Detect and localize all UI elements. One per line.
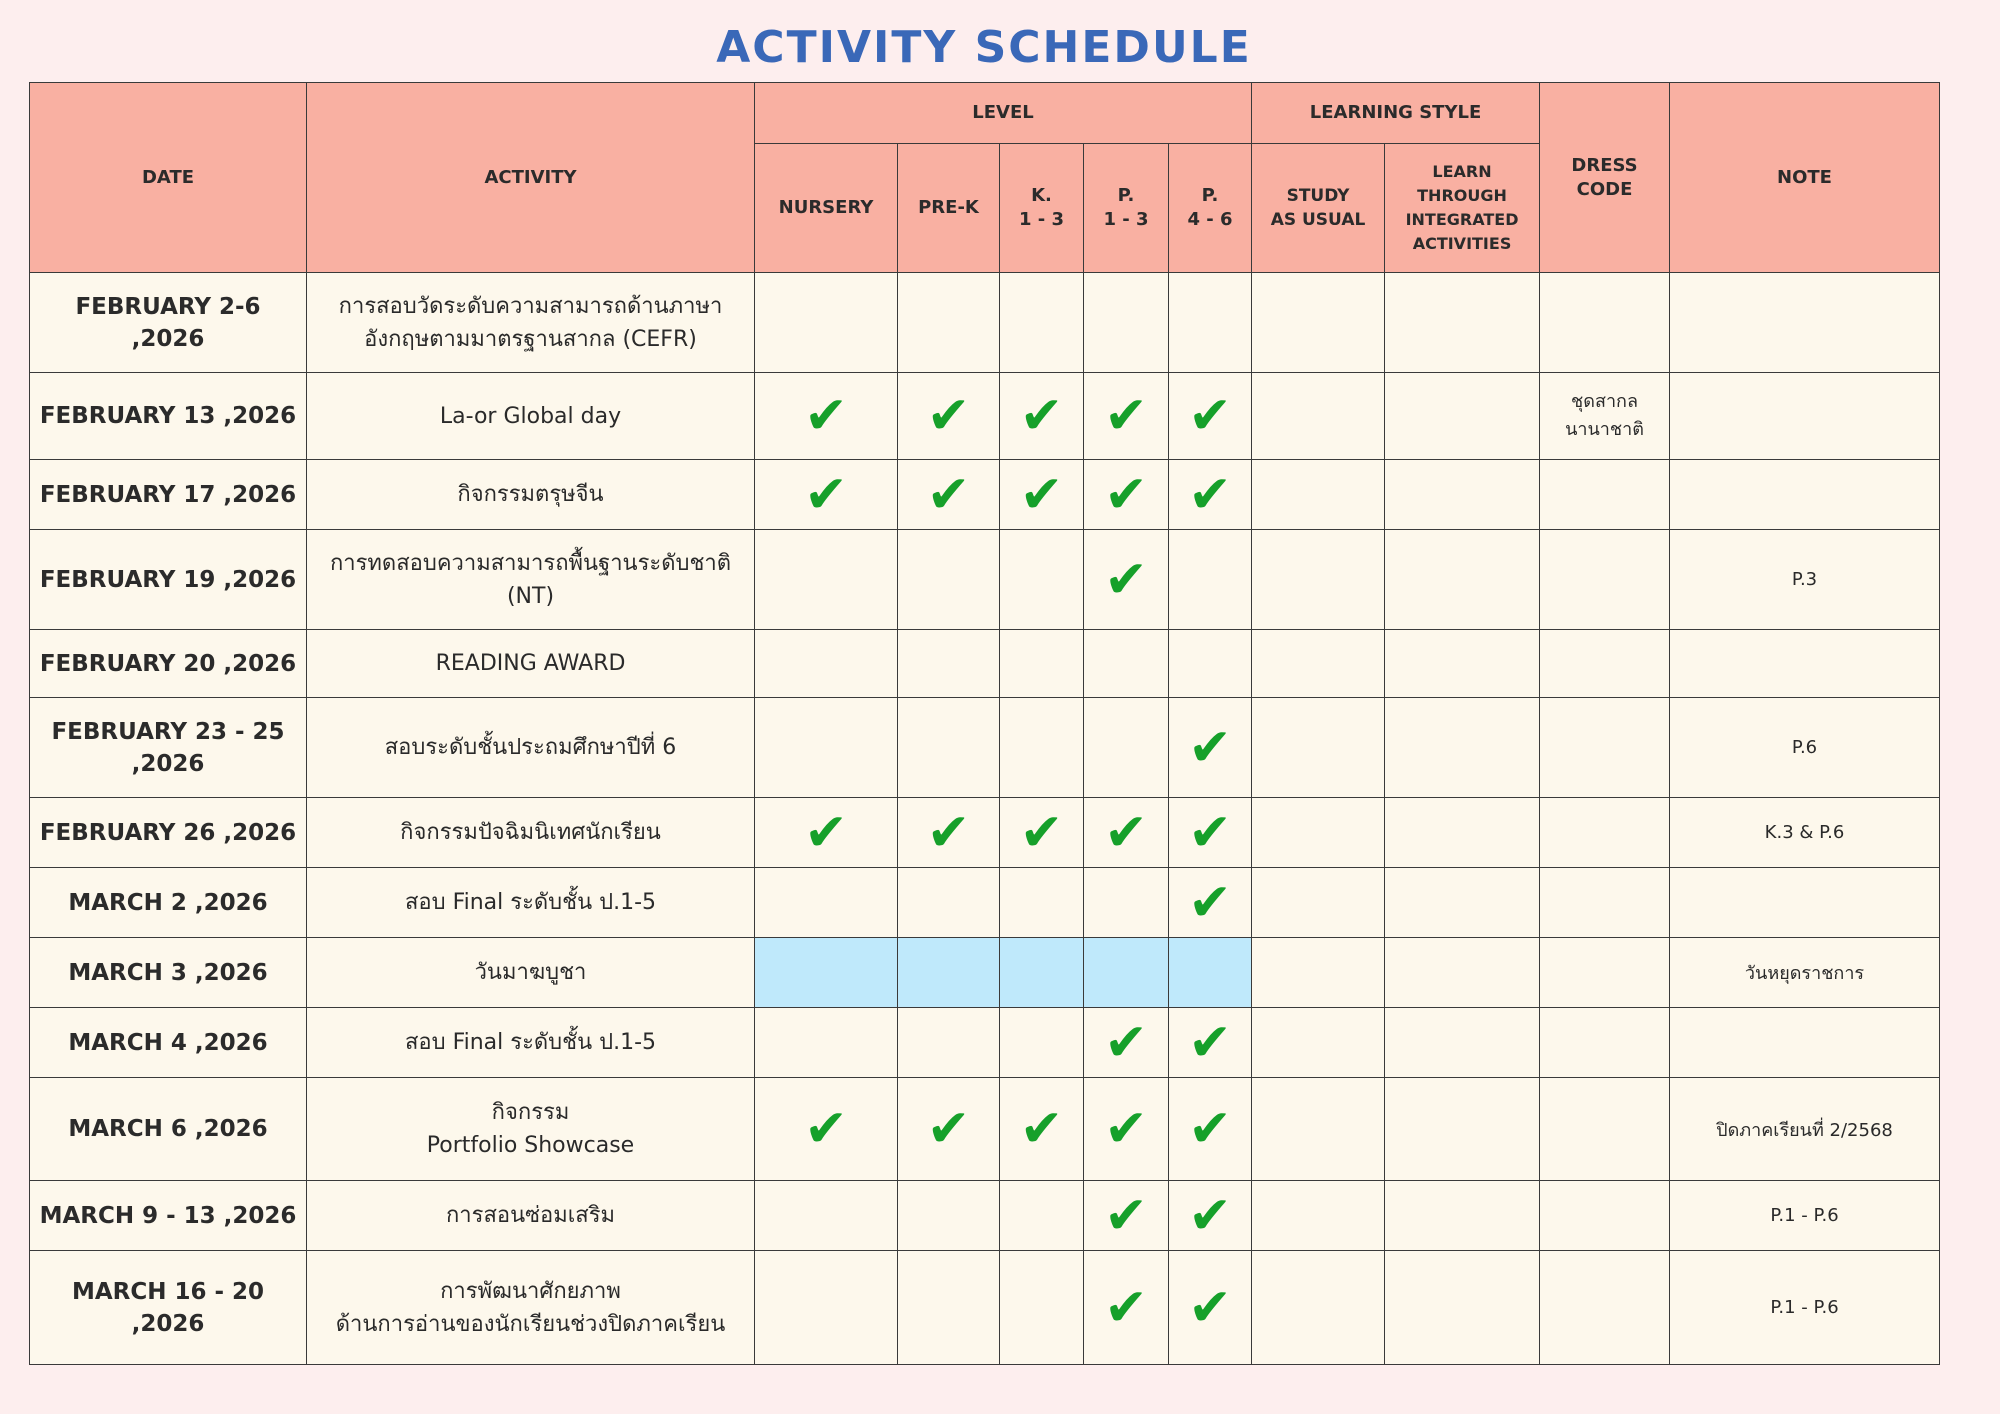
level-cell xyxy=(898,698,1000,798)
check-mark-icon: ✔ xyxy=(1104,549,1148,610)
note-cell xyxy=(1670,630,1940,698)
check-mark-icon: ✔ xyxy=(804,1099,848,1159)
date-cell xyxy=(30,1008,307,1078)
check-mark-icon: ✔ xyxy=(1188,872,1232,933)
dress-code-cell xyxy=(1540,1251,1670,1365)
check-mark-icon: ✔ xyxy=(804,802,848,863)
level-cell xyxy=(1000,1181,1084,1251)
activity-cell-line: การสอนซ่อมเสริม xyxy=(445,1203,616,1228)
level-cell xyxy=(1084,1181,1169,1251)
note-cell xyxy=(1670,868,1940,938)
level-cell xyxy=(1084,530,1169,630)
date-cell-line: MARCH 9 - 13 ,2026 xyxy=(39,1202,297,1229)
header-dress-code-line: DRESS xyxy=(1571,154,1638,176)
date-cell-line: ,2026 xyxy=(131,750,205,777)
header-level: LEVEL xyxy=(755,83,1252,144)
study-as-usual-cell xyxy=(1252,868,1385,938)
date-cell xyxy=(30,1251,307,1365)
header-learn-line: INTEGRATED xyxy=(1405,210,1519,229)
level-cell xyxy=(1000,798,1084,868)
learn-integrated-cell xyxy=(1385,460,1540,530)
header-note: NOTE xyxy=(1670,83,1940,273)
level-cell xyxy=(1169,1008,1252,1078)
dress-code-cell xyxy=(1540,273,1670,373)
learn-integrated-cell xyxy=(1385,530,1540,630)
check-mark-icon: ✔ xyxy=(926,464,971,525)
level-cell xyxy=(1169,868,1252,938)
header-learn-integrated xyxy=(1385,144,1540,273)
date-cell xyxy=(30,1078,307,1181)
dress-code-cell xyxy=(1540,1078,1670,1181)
date-cell xyxy=(30,273,307,373)
header-k-1-3-line: K. xyxy=(1031,185,1052,206)
date-cell-line: FEBRUARY 19 ,2026 xyxy=(39,566,297,593)
learn-integrated-cell xyxy=(1385,798,1540,868)
level-cell xyxy=(1000,1008,1084,1078)
activity-cell-line: กิจกรรมปัจฉิมนิเทศนักเรียน xyxy=(400,820,661,845)
table-row xyxy=(30,1251,1940,1365)
header-nursery: NURSERY xyxy=(755,144,898,273)
dress-code-cell xyxy=(1540,1181,1670,1251)
header-activity: ACTIVITY xyxy=(307,83,755,273)
level-cell xyxy=(1169,273,1252,373)
activity-cell-line: อังกฤษตามมาตรฐานสากล (CEFR) xyxy=(364,326,697,352)
table-row xyxy=(30,273,1940,373)
activity-cell xyxy=(307,630,755,698)
level-cell xyxy=(1084,868,1169,938)
date-cell-line: MARCH 4 ,2026 xyxy=(68,1029,268,1056)
level-cell xyxy=(898,1078,1000,1181)
level-cell xyxy=(1169,1181,1252,1251)
level-cell xyxy=(755,868,898,938)
header-p-4-6 xyxy=(1169,144,1252,273)
level-cell xyxy=(898,1251,1000,1365)
dress-code-cell-line: นานาชาติ xyxy=(1565,419,1644,440)
date-cell xyxy=(30,460,307,530)
check-mark-icon: ✔ xyxy=(1104,802,1148,863)
check-mark-icon: ✔ xyxy=(1019,464,1064,525)
activity-cell-line: ด้านการอ่านของนักเรียนช่วงปิดภาคเรียน xyxy=(335,1311,726,1337)
level-cell xyxy=(1084,460,1169,530)
table-row xyxy=(30,460,1940,530)
check-mark-icon: ✔ xyxy=(1188,464,1232,525)
level-cell xyxy=(1084,938,1169,1008)
level-cell xyxy=(1169,460,1252,530)
study-as-usual-cell xyxy=(1252,698,1385,798)
activity-cell xyxy=(307,373,755,460)
header-p-1-3-line: P. xyxy=(1117,185,1135,206)
level-cell xyxy=(1000,868,1084,938)
date-cell-line: MARCH 16 - 20 ,2026 xyxy=(71,1278,265,1337)
date-cell-line: FEBRUARY 13 ,2026 xyxy=(39,403,297,429)
check-mark-icon: ✔ xyxy=(1104,1012,1148,1073)
level-cell xyxy=(1169,938,1252,1008)
activity-cell-line: กิจกรรม xyxy=(491,1100,570,1125)
activity-cell xyxy=(307,938,755,1008)
check-mark-icon: ✔ xyxy=(1188,802,1232,863)
level-cell xyxy=(755,1078,898,1181)
learn-integrated-cell xyxy=(1385,630,1540,698)
header-p-4-6-line: P. xyxy=(1201,185,1219,206)
header-dress-code-line: CODE xyxy=(1576,178,1633,200)
check-mark-icon: ✔ xyxy=(1188,717,1232,778)
level-cell xyxy=(755,938,898,1008)
date-cell xyxy=(30,938,307,1008)
learn-integrated-cell xyxy=(1385,1251,1540,1365)
study-as-usual-cell xyxy=(1252,273,1385,373)
date-cell-line: FEBRUARY 20 ,2026 xyxy=(39,650,297,677)
study-as-usual-cell xyxy=(1252,1251,1385,1365)
date-cell xyxy=(30,798,307,868)
note-cell xyxy=(1670,373,1940,460)
check-mark-icon: ✔ xyxy=(804,386,848,446)
level-cell xyxy=(755,373,898,460)
check-mark-icon: ✔ xyxy=(1104,1185,1148,1246)
header-learn-line: THROUGH xyxy=(1417,186,1507,205)
level-cell xyxy=(1169,698,1252,798)
note-cell: P.6 xyxy=(1670,698,1940,798)
level-cell xyxy=(755,1251,898,1365)
check-mark-icon: ✔ xyxy=(1188,1277,1232,1338)
level-cell xyxy=(1169,530,1252,630)
dress-code-cell xyxy=(1540,938,1670,1008)
level-cell xyxy=(1000,630,1084,698)
study-as-usual-cell xyxy=(1252,798,1385,868)
table-row xyxy=(30,698,1940,798)
level-cell xyxy=(1084,373,1169,460)
check-mark-icon: ✔ xyxy=(1019,802,1064,863)
level-cell xyxy=(755,273,898,373)
activity-cell-line: กิจกรรมตรุษจีน xyxy=(457,482,604,507)
note-cell: P.1 - P.6 xyxy=(1670,1251,1940,1365)
dress-code-cell xyxy=(1540,868,1670,938)
date-cell-line: FEBRUARY 2-6 ,2026 xyxy=(75,293,261,352)
check-mark-icon: ✔ xyxy=(1188,1185,1232,1246)
header-study-line: STUDY xyxy=(1286,186,1350,206)
level-cell xyxy=(1000,460,1084,530)
level-cell xyxy=(1169,1078,1252,1181)
level-cell xyxy=(755,1181,898,1251)
header-date: DATE xyxy=(30,83,307,273)
activity-cell xyxy=(307,1251,755,1365)
date-cell xyxy=(30,868,307,938)
study-as-usual-cell xyxy=(1252,1078,1385,1181)
activity-cell xyxy=(307,1008,755,1078)
level-cell xyxy=(898,798,1000,868)
note-cell: P.1 - P.6 xyxy=(1670,1181,1940,1251)
date-cell xyxy=(30,530,307,630)
activity-cell xyxy=(307,1181,755,1251)
level-cell xyxy=(1169,630,1252,698)
activity-cell-line: การทดสอบความสามารถพื้นฐานระดับชาติ xyxy=(329,550,732,576)
check-mark-icon: ✔ xyxy=(1104,386,1148,446)
level-cell xyxy=(1084,798,1169,868)
level-cell xyxy=(1000,373,1084,460)
level-cell xyxy=(898,868,1000,938)
level-cell xyxy=(1000,273,1084,373)
schedule-table xyxy=(29,82,1940,1365)
level-cell xyxy=(755,460,898,530)
study-as-usual-cell xyxy=(1252,530,1385,630)
check-mark-icon: ✔ xyxy=(804,464,848,525)
check-mark-icon: ✔ xyxy=(1188,1012,1232,1073)
header-p-4-6-line: 4 - 6 xyxy=(1187,209,1233,230)
dress-code-cell xyxy=(1540,630,1670,698)
activity-cell xyxy=(307,273,755,373)
activity-cell-line: Portfolio Showcase xyxy=(426,1133,635,1158)
note-cell xyxy=(1670,273,1940,373)
check-mark-icon: ✔ xyxy=(1019,1099,1064,1159)
check-mark-icon: ✔ xyxy=(926,386,971,446)
study-as-usual-cell xyxy=(1252,1181,1385,1251)
activity-cell xyxy=(307,1078,755,1181)
learn-integrated-cell xyxy=(1385,1078,1540,1181)
table-row xyxy=(30,938,1940,1008)
check-mark-icon: ✔ xyxy=(1104,464,1148,525)
header-pre-k: PRE-K xyxy=(898,144,1000,273)
header-study-line: AS USUAL xyxy=(1270,210,1366,230)
dress-code-cell xyxy=(1540,798,1670,868)
activity-cell-line: (NT) xyxy=(506,583,555,609)
learn-integrated-cell xyxy=(1385,1181,1540,1251)
check-mark-icon: ✔ xyxy=(926,1099,971,1159)
activity-cell xyxy=(307,698,755,798)
header-learning-style: LEARNING STYLE xyxy=(1252,83,1540,144)
activity-cell-line: สอบระดับชั้นประถมศึกษาปีที่ 6 xyxy=(384,735,677,760)
level-cell xyxy=(1084,630,1169,698)
study-as-usual-cell xyxy=(1252,630,1385,698)
activity-cell-line: วันมาฆบูชา xyxy=(474,960,587,985)
header-dress-code xyxy=(1540,83,1670,273)
level-cell xyxy=(1000,1078,1084,1181)
learn-integrated-cell xyxy=(1385,373,1540,460)
header-p-1-3 xyxy=(1084,144,1169,273)
date-cell-line: FEBRUARY 26 ,2026 xyxy=(39,819,297,846)
level-cell xyxy=(898,938,1000,1008)
level-cell xyxy=(1000,698,1084,798)
learn-integrated-cell xyxy=(1385,698,1540,798)
date-cell xyxy=(30,373,307,460)
activity-cell xyxy=(307,798,755,868)
dress-code-cell xyxy=(1540,1008,1670,1078)
activity-cell xyxy=(307,530,755,630)
activity-cell-line: การพัฒนาศักยภาพ xyxy=(440,1278,621,1304)
learn-integrated-cell xyxy=(1385,868,1540,938)
header-p-1-3-line: 1 - 3 xyxy=(1103,209,1149,230)
header-learn-line: ACTIVITIES xyxy=(1412,234,1512,253)
date-cell-line: FEBRUARY 17 ,2026 xyxy=(39,481,297,508)
note-cell xyxy=(1670,1008,1940,1078)
level-cell xyxy=(755,630,898,698)
date-cell xyxy=(30,1181,307,1251)
header-study-as-usual xyxy=(1252,144,1385,273)
level-cell xyxy=(1169,798,1252,868)
schedule-body xyxy=(30,273,1940,1365)
activity-cell-line: La-or Global day xyxy=(439,403,622,429)
activity-cell-line: สอบ Final ระดับชั้น ป.1-5 xyxy=(404,1030,657,1055)
level-cell xyxy=(898,273,1000,373)
level-cell xyxy=(1084,1251,1169,1365)
level-cell xyxy=(898,1181,1000,1251)
table-row xyxy=(30,630,1940,698)
activity-cell-line: การสอบวัดระดับความสามารถด้านภาษา xyxy=(338,293,723,319)
study-as-usual-cell xyxy=(1252,938,1385,1008)
check-mark-icon: ✔ xyxy=(1104,1099,1148,1159)
activity-cell-line: READING AWARD xyxy=(435,651,626,676)
study-as-usual-cell xyxy=(1252,460,1385,530)
note-cell xyxy=(1670,460,1940,530)
level-cell xyxy=(755,530,898,630)
level-cell xyxy=(1084,1008,1169,1078)
note-cell: ปิดภาคเรียนที่ 2/2568 xyxy=(1670,1078,1940,1181)
table-row xyxy=(30,1078,1940,1181)
level-cell xyxy=(1084,1078,1169,1181)
level-cell xyxy=(1169,1251,1252,1365)
dress-code-cell xyxy=(1540,373,1670,460)
check-mark-icon: ✔ xyxy=(1019,386,1064,446)
level-cell xyxy=(755,798,898,868)
check-mark-icon: ✔ xyxy=(1104,1277,1148,1338)
level-cell xyxy=(1000,530,1084,630)
date-cell-line: FEBRUARY 23 - 25 xyxy=(51,718,285,745)
level-cell xyxy=(898,1008,1000,1078)
page-title: ACTIVITY SCHEDULE xyxy=(716,22,1252,73)
dress-code-cell xyxy=(1540,460,1670,530)
level-cell xyxy=(898,373,1000,460)
date-cell-line: MARCH 2 ,2026 xyxy=(68,889,268,916)
level-cell xyxy=(1000,938,1084,1008)
note-cell: K.3 & P.6 xyxy=(1670,798,1940,868)
date-cell xyxy=(30,630,307,698)
level-cell xyxy=(1084,698,1169,798)
date-cell-line: MARCH 3 ,2026 xyxy=(68,959,268,986)
table-row xyxy=(30,868,1940,938)
dress-code-cell xyxy=(1540,530,1670,630)
level-cell xyxy=(755,1008,898,1078)
header-k-1-3 xyxy=(1000,144,1084,273)
header-k-1-3-line: 1 - 3 xyxy=(1018,209,1065,230)
date-cell-line: MARCH 6 ,2026 xyxy=(68,1116,268,1142)
note-cell: วันหยุดราชการ xyxy=(1670,938,1940,1008)
dress-code-cell-line: ชุดสากล xyxy=(1571,391,1638,412)
level-cell xyxy=(898,630,1000,698)
learn-integrated-cell xyxy=(1385,938,1540,1008)
table-row xyxy=(30,1181,1940,1251)
activity-cell xyxy=(307,460,755,530)
level-cell xyxy=(898,460,1000,530)
learn-integrated-cell xyxy=(1385,1008,1540,1078)
level-cell xyxy=(1169,373,1252,460)
header-learn-line: LEARN xyxy=(1432,162,1492,181)
table-row xyxy=(30,1008,1940,1078)
check-mark-icon: ✔ xyxy=(1188,1099,1232,1159)
dress-code-cell xyxy=(1540,698,1670,798)
note-cell: P.3 xyxy=(1670,530,1940,630)
table-row xyxy=(30,798,1940,868)
table-row xyxy=(30,373,1940,460)
level-cell xyxy=(755,698,898,798)
check-mark-icon: ✔ xyxy=(926,802,971,863)
level-cell xyxy=(898,530,1000,630)
table-row xyxy=(30,530,1940,630)
date-cell xyxy=(30,698,307,798)
activity-cell xyxy=(307,868,755,938)
study-as-usual-cell xyxy=(1252,373,1385,460)
activity-cell-line: สอบ Final ระดับชั้น ป.1-5 xyxy=(404,890,657,915)
level-cell xyxy=(1000,1251,1084,1365)
study-as-usual-cell xyxy=(1252,1008,1385,1078)
learn-integrated-cell xyxy=(1385,273,1540,373)
level-cell xyxy=(1084,273,1169,373)
check-mark-icon: ✔ xyxy=(1188,386,1232,446)
